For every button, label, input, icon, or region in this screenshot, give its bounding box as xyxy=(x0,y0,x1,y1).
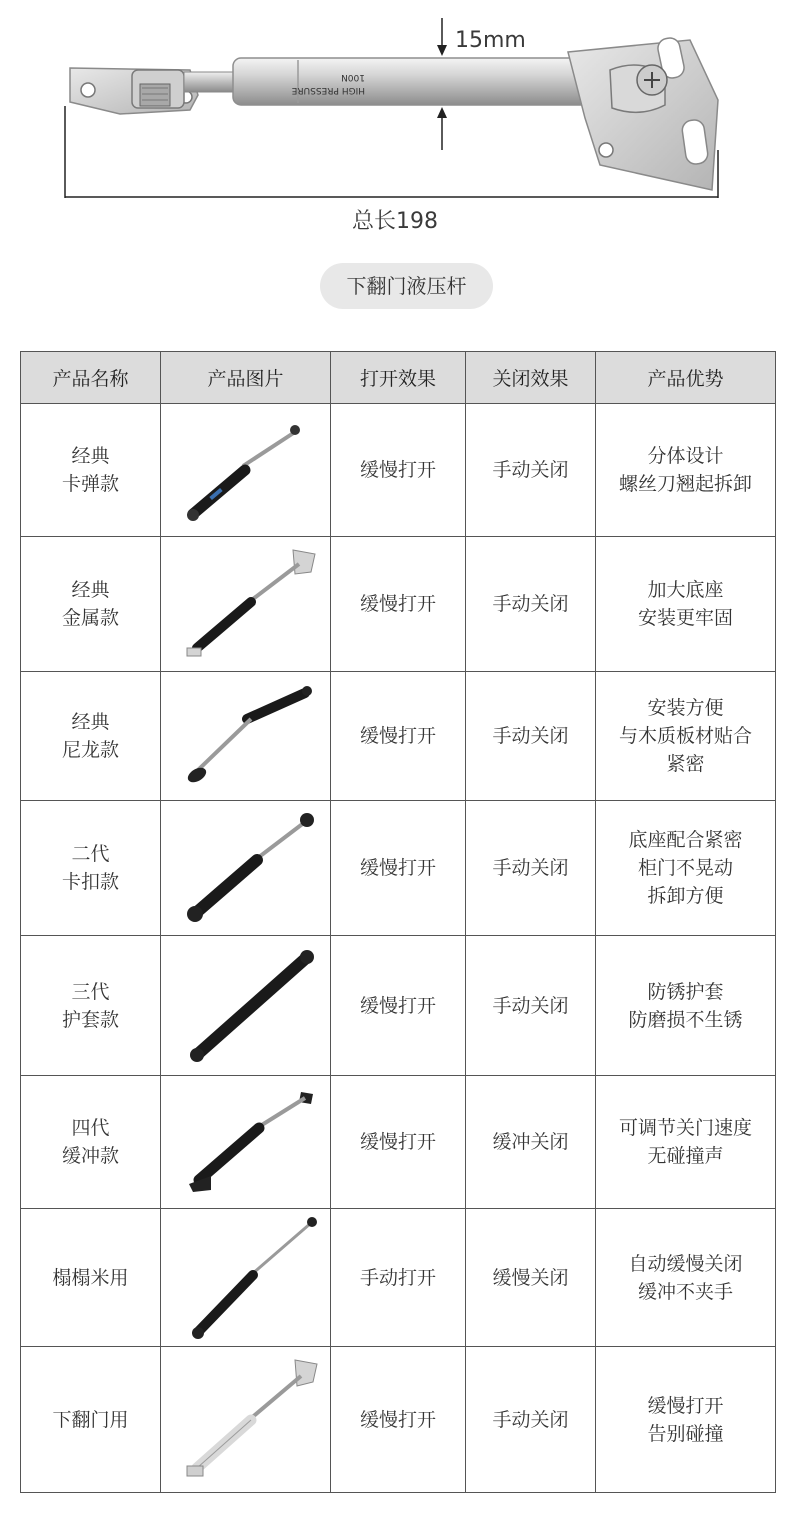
comparison-table-wrap xyxy=(20,351,775,1493)
piston-rod xyxy=(184,72,239,92)
close-effect-cell: 手动关闭 xyxy=(466,404,596,537)
advantages-cell xyxy=(596,672,776,801)
product-name-cell xyxy=(21,801,161,936)
name-line: 金属款 xyxy=(61,607,119,629)
classic-metal-strut-image xyxy=(171,542,321,667)
name-line: 下翻门用 xyxy=(52,1408,129,1431)
name-line: 二代 xyxy=(71,843,110,865)
name-line: 护套款 xyxy=(61,1008,119,1031)
strut-print-2: HIGH PRESSURE xyxy=(291,85,365,95)
advantage-line: 防磨损不生锈 xyxy=(628,1008,743,1031)
advantage-line: 加大底座 xyxy=(647,579,724,601)
advantage-line: 安装更牢固 xyxy=(637,607,733,629)
name-line: 缓冲款 xyxy=(61,1145,119,1167)
advantage-line: 安装方便 xyxy=(647,697,724,719)
name-line: 三代 xyxy=(71,980,110,1003)
diameter-label: 15mm xyxy=(455,28,526,53)
open-effect-cell: 缓慢打开 xyxy=(331,404,466,537)
product-name-cell xyxy=(21,1076,161,1209)
product-image-cell xyxy=(161,801,331,936)
open-effect-cell: 缓慢打开 xyxy=(331,936,466,1076)
advantage-line: 分体设计 xyxy=(647,445,724,467)
advantages-cell xyxy=(596,1347,776,1493)
right-bracket xyxy=(568,36,718,190)
advantages-cell xyxy=(596,936,776,1076)
name-line: 经典 xyxy=(71,579,110,601)
product-name-cell xyxy=(21,404,161,537)
advantages-cell xyxy=(596,801,776,936)
close-effect-cell: 手动关闭 xyxy=(466,936,596,1076)
header-product-image: 产品图片 xyxy=(161,352,331,404)
product-image-cell xyxy=(161,1209,331,1347)
header-advantages: 产品优势 xyxy=(596,352,776,404)
name-line: 卡弹款 xyxy=(61,473,119,495)
product-name-cell xyxy=(21,1347,161,1493)
open-effect-cell: 缓慢打开 xyxy=(331,1347,466,1493)
close-effect-cell: 手动关闭 xyxy=(466,1347,596,1493)
product-name-cell xyxy=(21,537,161,672)
advantage-line: 自动缓慢关闭 xyxy=(628,1252,743,1275)
product-name-cell xyxy=(21,936,161,1076)
flap-door-strut-image xyxy=(171,1352,321,1487)
product-name-cell xyxy=(21,672,161,801)
name-line: 经典 xyxy=(71,445,110,467)
product-image-cell xyxy=(161,1076,331,1209)
open-effect-cell: 缓慢打开 xyxy=(331,672,466,801)
advantage-line: 无碰撞声 xyxy=(647,1145,724,1167)
product-type-badge: 下翻门液压杆 xyxy=(320,263,493,309)
strut-print-1: 100N xyxy=(341,72,365,82)
advantage-line: 柜门不晃动 xyxy=(637,857,733,879)
advantage-line: 螺丝刀翘起拆卸 xyxy=(618,473,752,495)
product-image-cell xyxy=(161,672,331,801)
strut-cylinder xyxy=(233,58,623,105)
advantage-line: 缓冲不夹手 xyxy=(637,1280,733,1303)
table-row xyxy=(21,936,776,1076)
open-effect-cell: 缓慢打开 xyxy=(331,1076,466,1209)
name-line: 经典 xyxy=(71,711,110,733)
advantage-line: 缓慢打开 xyxy=(647,1394,724,1417)
advantage-line: 防锈护套 xyxy=(647,980,724,1003)
name-line: 四代 xyxy=(71,1117,110,1139)
classic-clip-strut-image xyxy=(171,410,321,530)
product-comparison-table xyxy=(20,351,776,1493)
table-row xyxy=(21,404,776,537)
advantage-line: 可调节关门速度 xyxy=(618,1117,752,1139)
header-close-effect: 关闭效果 xyxy=(466,352,596,404)
advantage-line: 告别碰撞 xyxy=(647,1422,724,1445)
gen4-buffer-strut-image xyxy=(171,1082,321,1202)
name-line: 卡扣款 xyxy=(61,871,119,893)
table-row xyxy=(21,1076,776,1209)
advantages-cell xyxy=(596,1209,776,1347)
left-bracket xyxy=(70,68,198,114)
gen3-sleeve-strut-image xyxy=(171,943,321,1068)
product-image-cell xyxy=(161,936,331,1076)
advantage-line: 拆卸方便 xyxy=(647,885,724,907)
close-effect-cell: 手动关闭 xyxy=(466,537,596,672)
name-line: 榻榻米用 xyxy=(52,1266,129,1289)
product-image-cell xyxy=(161,537,331,672)
close-effect-cell: 手动关闭 xyxy=(466,801,596,936)
product-name-cell xyxy=(21,1209,161,1347)
table-row xyxy=(21,1347,776,1493)
advantage-line: 底座配合紧密 xyxy=(628,829,743,851)
advantages-cell xyxy=(596,1076,776,1209)
total-length-label: 总长198 xyxy=(352,209,438,234)
name-line: 尼龙款 xyxy=(61,739,119,761)
advantages-cell xyxy=(596,537,776,672)
product-image-cell xyxy=(161,404,331,537)
open-effect-cell: 缓慢打开 xyxy=(331,801,466,936)
table-row xyxy=(21,537,776,672)
tatami-strut-image xyxy=(171,1213,321,1343)
header-open-effect: 打开效果 xyxy=(331,352,466,404)
close-effect-cell: 缓冲关闭 xyxy=(466,1076,596,1209)
table-header-row xyxy=(21,352,776,404)
table-row xyxy=(21,672,776,801)
hero-section xyxy=(0,0,790,250)
header-product-name: 产品名称 xyxy=(21,352,161,404)
classic-nylon-strut-image xyxy=(171,679,321,794)
advantages-cell xyxy=(596,404,776,537)
close-effect-cell: 手动关闭 xyxy=(466,672,596,801)
advantage-line: 与木质板材贴合 xyxy=(618,725,752,747)
table-row xyxy=(21,801,776,936)
open-effect-cell: 手动打开 xyxy=(331,1209,466,1347)
gen2-buckle-strut-image xyxy=(171,808,321,928)
close-effect-cell: 缓慢关闭 xyxy=(466,1209,596,1347)
open-effect-cell: 缓慢打开 xyxy=(331,537,466,672)
advantage-line: 紧密 xyxy=(666,753,705,775)
product-image-cell xyxy=(161,1347,331,1493)
table-row xyxy=(21,1209,776,1347)
